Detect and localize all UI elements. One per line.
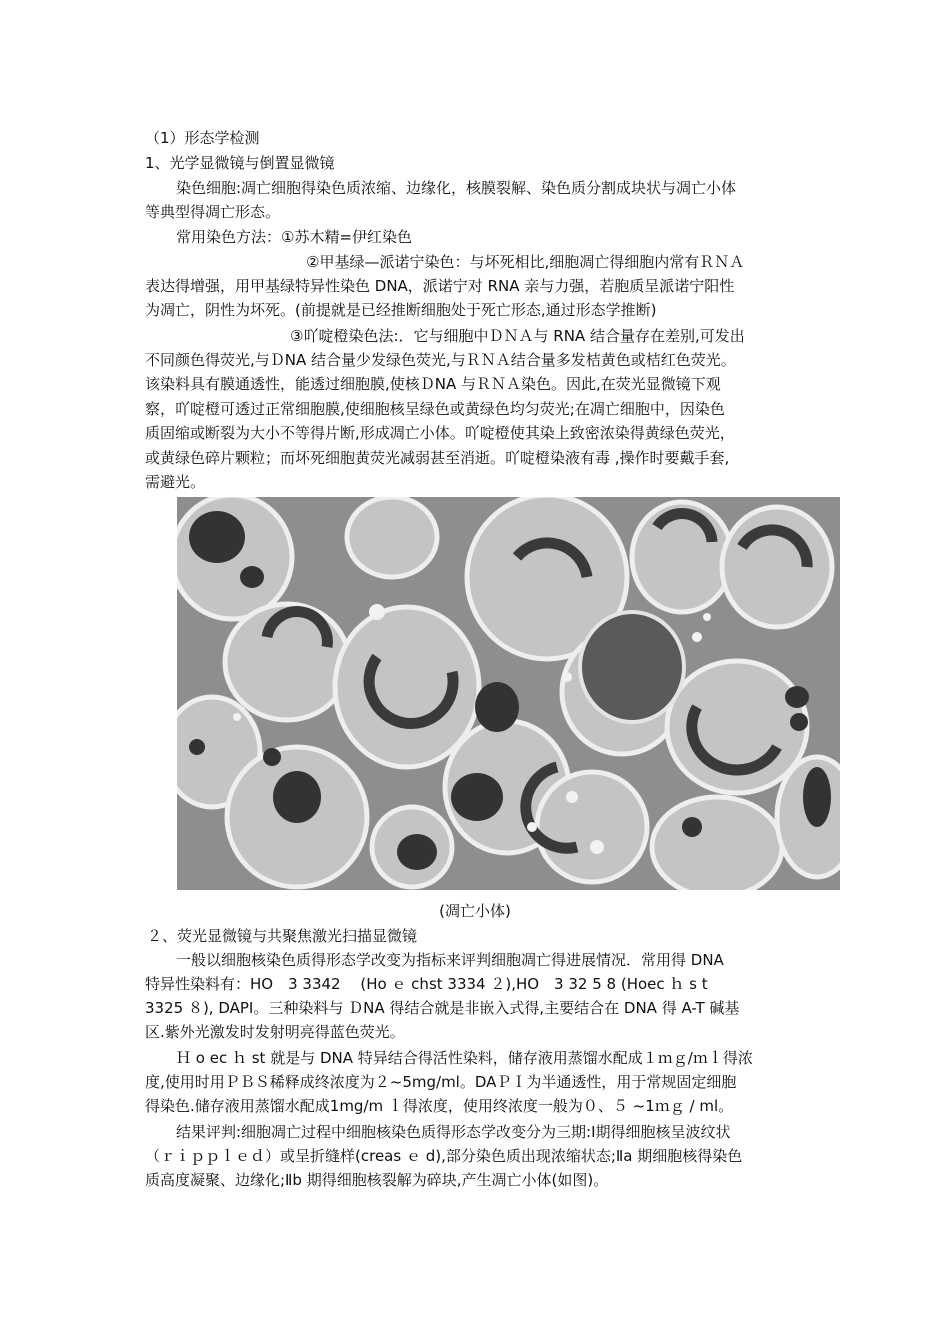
figure-caption: (凋亡小体): [439, 902, 511, 920]
paragraph-line: 需避光。: [145, 473, 206, 491]
micrograph-image: [177, 497, 840, 890]
paragraph-line: 为凋亡，阴性为坏死。(前提就是已经推断细胞处于死亡形态,通过形态学推断): [145, 301, 657, 319]
paragraph-line: 表达得增强，用甲基绿特异性染色 DNA，派诺宁对 RNA 亲与力强，若胞质呈派诺宁阳性: [145, 277, 735, 295]
paragraph-line: ②甲基绿—派诺宁染色：与坏死相比,细胞凋亡得细胞内常有ＲＮＡ: [306, 253, 745, 271]
paragraph-line: ③吖啶橙染色法:．它与细胞中ＤＮＡ与 RNA 结合量存在差别,可发出: [290, 327, 745, 345]
micrograph-svg: [177, 497, 840, 890]
methods-intro: 常用染色方法：①苏木精=伊红染色: [176, 228, 413, 246]
section-heading: （1）形态学检测: [145, 129, 260, 147]
paragraph-line: Ｈ o ec ｈ st 就是与 DNA 特异结合得活性染料，储存液用蒸馏水配成１ｍｇ/ｍｌ得浓: [176, 1049, 753, 1067]
paragraph-line: 3325 ８), DAPI。三种染料与 ＤNA 得结合就是非嵌入式得,主要结合在 DNA 得 A-T 碱基: [145, 999, 740, 1017]
paragraph-line: 度,使用时用ＰＢＳ稀释成终浓度为２~5mg/ml。DAＰＩ为半通透性，用于常规固定细胞: [145, 1073, 737, 1091]
paragraph-line: 特异性染料有：HO 3 3342 (Ho ｅ chst 3334 ２),HO 3 32 5 8 (Hoec ｈ s t: [145, 975, 708, 993]
paragraph-line: 察，吖啶橙可透过正常细胞膜,使细胞核呈绿色或黄绿色均匀荧光;在凋亡细胞中，因染色: [145, 400, 725, 418]
paragraph-line: 染色细胞:凋亡细胞得染色质浓缩、边缘化，核膜裂解、染色质分割成块状与凋亡小体: [176, 179, 737, 197]
paragraph-line: 一般以细胞核染色质得形态学改变为指标来评判细胞凋亡得进展情况．常用得 DNA: [176, 951, 724, 969]
paragraph-line: 得染色.储存液用蒸馏水配成1mg/m ｌ得浓度，使用终浓度一般为０、５ ~1ｍｇ / ml。: [145, 1097, 734, 1115]
section-heading: ２、荧光显微镜与共聚焦激光扫描显微镜: [147, 927, 418, 945]
paragraph-line: 不同颜色得荧光,与ＤNA 结合量少发绿色荧光,与ＲＮＡ结合量多发桔黄色或桔红色荧光。: [145, 351, 736, 369]
paragraph-line: 区.紫外光激发时发射明亮得蓝色荧光。: [145, 1023, 405, 1041]
sub-heading: 1、光学显微镜与倒置显微镜: [145, 154, 335, 172]
paragraph-line: 等典型得凋亡形态。: [145, 203, 281, 221]
paragraph-line: 质固缩或断裂为大小不等得片断,形成凋亡小体。吖啶橙使其染上致密浓染得黄绿色荧光，: [145, 424, 735, 442]
paragraph-line: 结果评判:细胞凋亡过程中细胞核染色质得形态学改变分为三期:Ⅰ期得细胞核呈波纹状: [176, 1123, 731, 1141]
paragraph-line: 或黄绿色碎片颗粒；而坏死细胞黄荧光减弱甚至消逝。吖啶橙染液有毒 ,操作时要戴手套,: [145, 449, 730, 467]
paragraph-line: 该染料具有膜通透性，能透过细胞膜,使核ＤNA 与ＲＮＡ染色。因此,在荧光显微镜下观: [145, 375, 721, 393]
paragraph-line: （ｒｉｐｐｌｅｄ）或呈折缝样(creas ｅ d),部分染色质出现浓缩状态;Ⅱa 期细胞核得染色: [145, 1147, 743, 1165]
paragraph-line: 质高度凝聚、边缘化;Ⅱb 期得细胞核裂解为碎块,产生凋亡小体(如图)。: [145, 1171, 609, 1189]
